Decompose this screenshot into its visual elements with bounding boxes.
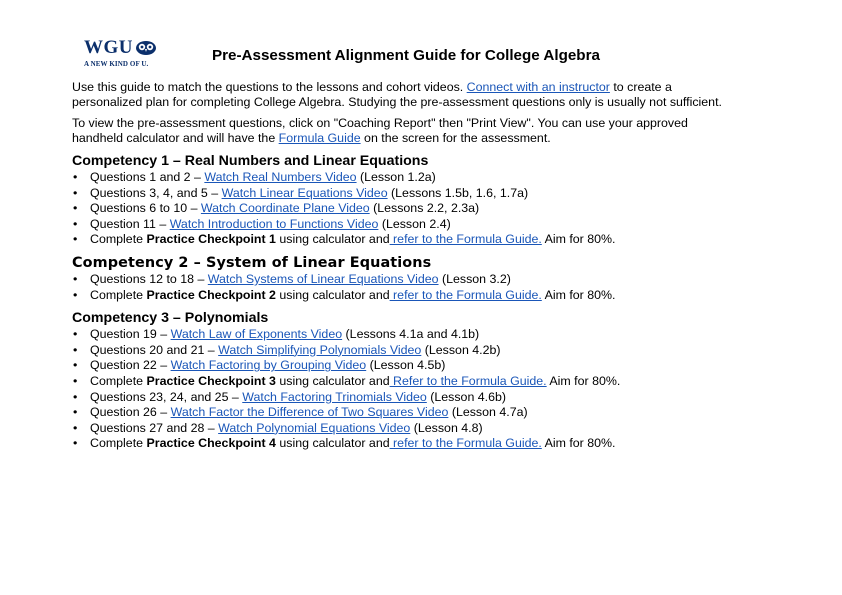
intro1-text: Use this guide to match the questions to the lessons and cohort videos.: [72, 80, 467, 94]
competency-list: [72, 272, 732, 303]
list-item: [72, 217, 732, 233]
item-text: Questions 20 and 21 –: [90, 342, 219, 357]
list-item: [72, 421, 732, 437]
video-link[interactable]: refer to the Formula Guide.: [389, 287, 542, 302]
wgu-logo: [84, 38, 164, 68]
video-link[interactable]: Watch Systems of Linear Equations Video: [207, 271, 439, 286]
list-item: [72, 374, 732, 390]
item-text: using calculator and: [275, 232, 390, 247]
list-item: [72, 170, 732, 186]
item-text: Question 11 –: [90, 216, 170, 231]
item-text: using calculator and: [275, 373, 390, 388]
item-text: Questions 23, 24, and 25 –: [90, 389, 243, 404]
competency-list: [72, 327, 732, 452]
list-item: [72, 436, 732, 452]
formula-guide-link[interactable]: Formula Guide: [278, 131, 361, 145]
lesson-ref: (Lessons 2.2, 2.3a): [369, 201, 480, 216]
item-text: Questions 3, 4, and 5 –: [90, 185, 222, 200]
intro-paragraph-1: [72, 80, 732, 110]
item-text: Complete: [90, 232, 147, 247]
video-link[interactable]: Watch Factoring Trinomials Video: [242, 389, 427, 404]
checkpoint-name: Practice Checkpoint 2: [146, 287, 276, 302]
item-text: Questions 12 to 18 –: [90, 271, 208, 286]
lesson-ref: (Lesson 4.6b): [426, 389, 507, 404]
lesson-ref: (Lessons 1.5b, 1.6, 1.7a): [387, 185, 529, 200]
video-link[interactable]: Watch Coordinate Plane Video: [200, 201, 370, 216]
logo-wordmark: WGU: [84, 37, 133, 58]
lesson-ref: Aim for 80%.: [541, 232, 616, 247]
intro2-text: To view the pre-assessment questions, click on "Coaching Report" then "Print View". You can use your approved handheld calculator and will have the: [72, 116, 688, 145]
video-link[interactable]: Watch Simplifying Polynomials Video: [218, 342, 422, 357]
item-text: Complete: [90, 287, 147, 302]
video-link[interactable]: refer to the Formula Guide.: [389, 436, 542, 451]
checkpoint-name: Practice Checkpoint 3: [146, 373, 276, 388]
list-item: [72, 343, 732, 359]
lesson-ref: Aim for 80%.: [541, 436, 616, 451]
video-link[interactable]: Watch Linear Equations Video: [221, 185, 388, 200]
video-link[interactable]: Watch Polynomial Equations Video: [218, 420, 411, 435]
lesson-ref: (Lesson 4.2b): [421, 342, 501, 357]
checkpoint-name: Practice Checkpoint 4: [146, 436, 276, 451]
list-item: [72, 232, 732, 248]
video-link[interactable]: refer to the Formula Guide.: [389, 232, 542, 247]
lesson-ref: Aim for 80%.: [541, 287, 616, 302]
item-text: Question 26 –: [90, 405, 171, 420]
video-link[interactable]: Watch Law of Exponents Video: [170, 327, 343, 342]
competency-heading: Competency 1 – Real Numbers and Linear Equations: [72, 153, 429, 169]
page-title: Pre-Assessment Alignment Guide for College Algebra: [212, 47, 600, 64]
video-link[interactable]: Watch Real Numbers Video: [204, 170, 357, 184]
item-text: using calculator and: [275, 287, 390, 302]
item-text: Complete: [90, 373, 147, 388]
intro-paragraph-2: [72, 116, 732, 146]
list-item: [72, 201, 732, 217]
intro2-text-end: on the screen for the assessment.: [360, 131, 551, 145]
video-link[interactable]: Refer to the Formula Guide.: [389, 373, 547, 388]
video-link[interactable]: Watch Factor the Difference of Two Squares Video: [170, 405, 449, 420]
list-item: [72, 358, 732, 374]
document-header: [72, 36, 732, 70]
list-item: [72, 390, 732, 406]
competency-heading: Competency 3 – Polynomials: [72, 310, 269, 327]
lesson-ref: Aim for 80%.: [546, 373, 621, 388]
competency-heading: Competency 2 – System of Linear Equations: [72, 254, 432, 271]
lesson-ref: (Lesson 4.7a): [448, 405, 528, 420]
connect-instructor-link[interactable]: Connect with an instructor: [466, 80, 610, 94]
video-link[interactable]: Watch Factoring by Grouping Video: [170, 358, 367, 373]
lesson-ref: (Lesson 3.2): [438, 271, 511, 286]
lesson-ref: (Lesson 4.8): [410, 420, 483, 435]
item-text: Questions 1 and 2 –: [90, 170, 205, 184]
list-item: [72, 272, 732, 288]
list-item: [72, 288, 732, 304]
lesson-ref: (Lesson 1.2a): [356, 170, 436, 184]
checkpoint-name: Practice Checkpoint 1: [146, 232, 276, 247]
logo-tagline: A NEW KIND OF U.: [84, 60, 149, 68]
lesson-ref: (Lesson 2.4): [378, 216, 451, 231]
list-item: [72, 405, 732, 421]
item-text: using calculator and: [275, 436, 390, 451]
item-text: Questions 6 to 10 –: [90, 201, 201, 216]
intro1-text-end: to create a personalized plan for completing College Algebra. Studying the pre-assessment questions only is usually not sufficient.: [72, 80, 722, 109]
list-item: [72, 327, 732, 343]
item-text: Question 19 –: [90, 327, 171, 342]
item-text: Question 22 –: [90, 358, 171, 373]
competency-list: [72, 170, 732, 248]
lesson-ref: (Lesson 4.5b): [366, 358, 446, 373]
owl-icon: [135, 40, 157, 60]
document-page: [72, 36, 732, 452]
video-link[interactable]: Watch Introduction to Functions Video: [169, 216, 379, 231]
competency-sections: [72, 153, 732, 452]
item-text: Questions 27 and 28 –: [90, 420, 219, 435]
list-item: [72, 186, 732, 202]
lesson-ref: (Lessons 4.1a and 4.1b): [342, 327, 480, 342]
item-text: Complete: [90, 436, 147, 451]
